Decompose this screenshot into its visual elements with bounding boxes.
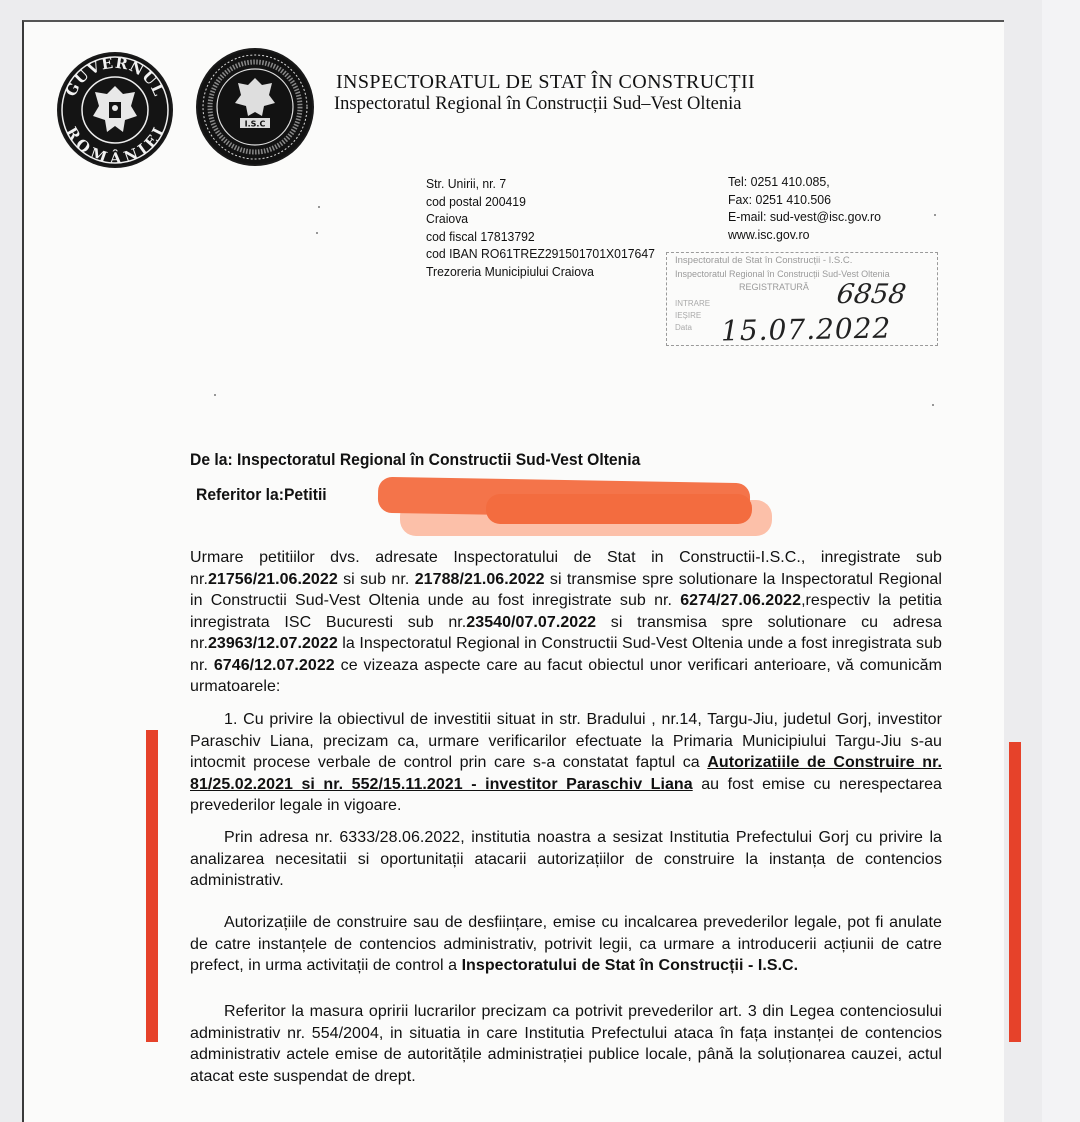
screen-edge: [1042, 0, 1080, 1122]
svg-text:ROMÂNIEI: ROMÂNIEI: [62, 123, 169, 168]
paragraph-suspension: Referitor la masura opririi lucrarilor precizam ca potrivit prevederilor art. 3 din Legea contenciosului administrativ nr. 554/2004, in situatia in care Institutia Prefectului ataca în fața instanței de contencios administrativ actele emise de autoritățile administrației publice locale, până la soluționarea cauzei, actul atacat este suspendat de drept.: [190, 1003, 942, 1085]
contact-email: E-mail: sud-vest@isc.gov.ro: [728, 209, 882, 224]
stamp-line-2: Inspectoratul Regional în Construcții Sud-Vest Oltenia: [675, 269, 890, 279]
address-fiscal-code: cod fiscal 17813792: [426, 228, 535, 244]
institution-title: INSPECTORATUL DE STAT ÎN CONSTRUCȚII: [336, 71, 756, 93]
stamp-label-in: INTRARE: [675, 299, 711, 308]
ref-number-1: 21756/21.06.2022: [207, 570, 338, 588]
paper-speck: [316, 232, 318, 234]
paragraph-intro: [190, 547, 942, 698]
permits-underlined: Autorizatiile de Construire nr. 81/25.02.2021 si nr. 552/15.11.2021 - investitor Paraschiv Liana: [190, 754, 942, 793]
ref-number-4: 23540/07.07.2022: [466, 613, 597, 631]
paper-speck: [214, 394, 216, 396]
isc-seal-label: I.S.C: [244, 119, 266, 129]
registration-stamp: [666, 252, 938, 346]
address-city: Craiova: [426, 211, 469, 226]
stamp-registration-number: 6858: [834, 279, 908, 310]
p1-text: la Inspectoratul Regional in Constructii Sud-Vest Oltenia unde a fost inregistrata sub nr.: [190, 635, 942, 674]
p4-text: Autorizațiile de construire sau de desființare, emise cu incalcarea prevederilor legale, pot fi anulate de catre instanțele de contencios administrativ, potrivit legii, ca urmare a introducerii acțiunii de catre prefect, in urma activitații de control a: [190, 914, 942, 974]
institution-subtitle: Inspectoratul Regional în Construcții Sud–Vest Oltenia: [334, 94, 742, 114]
contact-tel: Tel: 0251 410.085,: [728, 174, 830, 189]
svg-text:GUVERNUL: GUVERNUL: [61, 53, 169, 100]
isc-seal-logo: [196, 48, 314, 166]
ref-number-6: 6746/12.07.2022: [213, 656, 335, 674]
stamp-date: 15.07.2022: [720, 311, 892, 348]
address-block: [426, 175, 655, 280]
government-seal-logo: [57, 52, 173, 168]
address-iban: cod IBAN RO61TREZ291501701X017647: [426, 246, 655, 261]
p2-text: 1. Cu privire la obiectivul de investitii situat in str. Bradului , nr.14, Targu-Jiu, judetul Gorj, investitor Paraschiv Liana, precizam ca, urmare verificarilor efectuate la Primaria Municipiului Targu-Jiu s-au intocmit procese verbale de control prin care s-a constatat faptul ca: [190, 711, 942, 771]
p1-text: ce vizeaza aspecte care au facut obiectul unor verificari anterioare, vă comunicăm urmatoarele:: [190, 656, 942, 695]
sender-line: De la: Inspectoratul Regional în Constructii Sud-Vest Oltenia: [190, 451, 641, 469]
margin-mark-left: [146, 730, 158, 1042]
stamp-label-out: IEȘIRE: [675, 311, 702, 320]
address-treasury: Trezoreria Municipiului Craiova: [426, 263, 594, 279]
p1-text: ,respectiv la petitia inregistrata ISC Bucuresti sub nr.: [190, 592, 942, 631]
p1-text: Urmare petitiilor dvs. adresate Inspectoratului de Stat in Constructii-I.S.C., inregistrate sub nr.: [190, 549, 942, 588]
p1-text: si sub nr.: [337, 570, 415, 588]
address-postal-code: cod postal 200419: [426, 193, 526, 209]
paper-speck: [318, 206, 320, 208]
stamp-line-1: Inspectoratul de Stat în Construcții - I.S.C.: [675, 255, 853, 266]
paper-speck: [934, 214, 936, 216]
p2-text: au fost emise cu nerespectarea prevederilor legale in vigoare.: [190, 775, 942, 814]
stamp-line-3: REGISTRATURĂ: [739, 282, 809, 292]
ref-number-5: 23963/12.07.2022: [207, 635, 338, 652]
p1-text: si transmise spre solutionare la Inspectoratul Regional in Constructii Sud-Vest Oltenia unde au fost inregistrate sub nr.: [190, 570, 942, 609]
paragraph-prefect-notice: Prin adresa nr. 6333/28.06.2022, institutia noastra a sesizat Institutia Prefectului Gorj cu privire la analizarea necesitatii si oportunitații atacarii autorizațiilor de construire la instanța de contencios administrativ.: [190, 829, 942, 889]
contact-fax: Fax: 0251 410.506: [728, 191, 832, 207]
ref-number-2: 21788/21.06.2022: [414, 570, 545, 588]
paragraph-point-1: [190, 709, 942, 817]
ref-number-3: 6274/27.06.2022: [680, 592, 802, 609]
subject-line: Referitor la:Petitii: [196, 486, 327, 504]
address-street: Str. Unirii, nr. 7: [426, 176, 507, 191]
inspectorate-name: Inspectoratului de Stat în Construcții - I.S.C.: [461, 957, 799, 974]
contact-block: [728, 173, 881, 243]
paragraph-annulment: [190, 912, 942, 977]
stamp-label-date: Data: [675, 323, 692, 332]
margin-mark-right: [1009, 742, 1021, 1042]
p1-text: si transmisa spre solutionare cu adresa nr.: [190, 613, 942, 652]
paper-speck: [932, 404, 934, 406]
redaction-mark-dark: [486, 494, 752, 524]
contact-web: www.isc.gov.ro: [728, 226, 810, 242]
